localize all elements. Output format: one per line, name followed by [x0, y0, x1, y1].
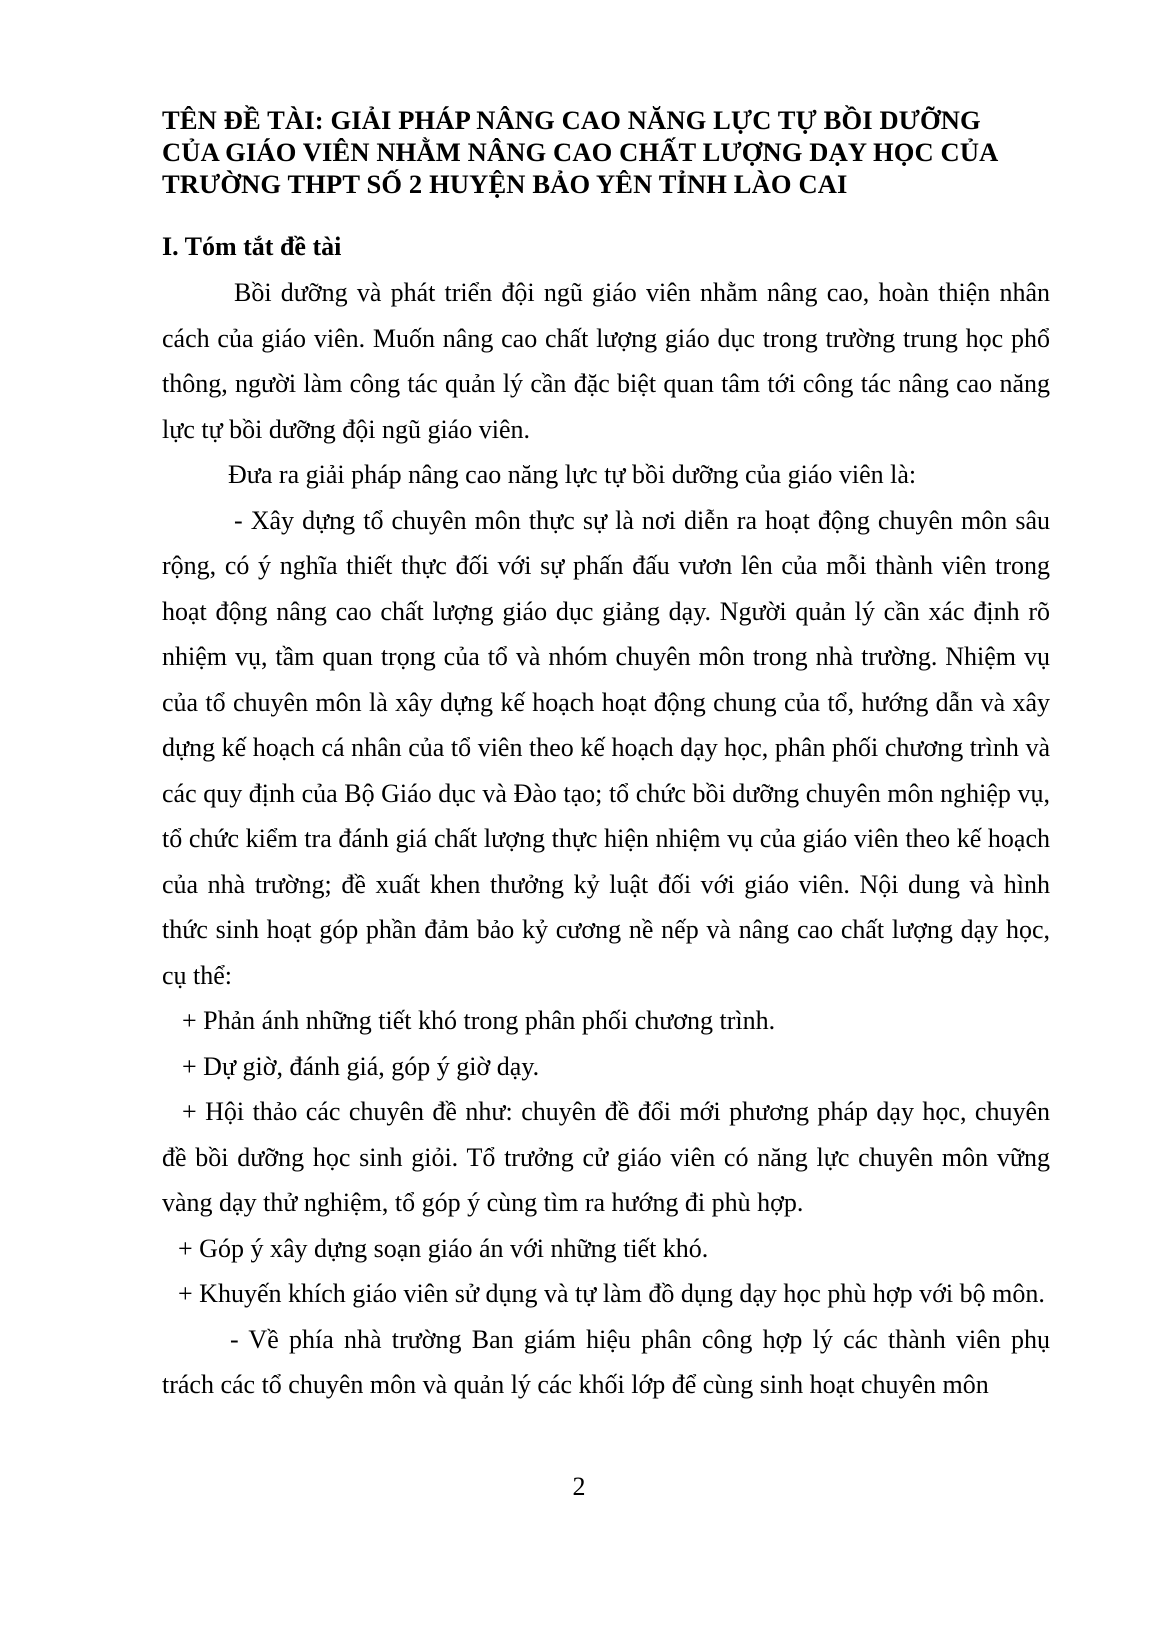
- title-line-1: TÊN ĐỀ TÀI: GIẢI PHÁP NÂNG CAO NĂNG LỰC TỰ BỒI DƯỠNG: [162, 105, 981, 135]
- title-line-3: TRƯỜNG THPT SỐ 2 HUYỆN BẢO YÊN TỈNH LÀO CAI: [162, 169, 848, 199]
- section-heading: I. Tóm tắt đề tài: [162, 232, 342, 261]
- paragraph-dash-specialist-group: - Xây dựng tổ chuyên môn thực sự là nơi diễn ra hoạt động chuyên môn sâu rộng, có ý nghĩa thiết thực đối với sự phấn đấu vươn lên của mỗi thành viên trong hoạt động nâng cao chất lượng giáo dục giảng dạy. Người quản lý cần xác định rõ nhiệm vụ, tầm quan trọng của tổ và nhóm chuyên môn trong nhà trường. Nhiệm vụ của tổ chuyên môn là xây dựng kế hoạch hoạt động chung của tổ, hướng dẫn và xây dựng kế hoạch cá nhân của tổ viên theo kế hoạch dạy học, phân phối chương trình và các quy định của Bộ Giáo dục và Đào tạo; tổ chức bồi dưỡng chuyên môn nghiệp vụ, tổ chức kiểm tra đánh giá chất lượng thực hiện nhiệm vụ của giáo viên theo kế hoạch của nhà trường; đề xuất khen thưởng kỷ luật đối với giáo viên. Nội dung và hình thức sinh hoạt góp phần đảm bảo kỷ cương nề nếp và nâng cao chất lượng dạy học, cụ thể:: [162, 505, 1050, 990]
- page-content: [162, 104, 1050, 1408]
- paragraph-solutions-intro: Đưa ra giải pháp nâng cao năng lực tự bồi dưỡng của giáo viên là:: [228, 460, 917, 489]
- list-item-class-observation: + Dự giờ, đánh giá, góp ý giờ dạy.: [182, 1051, 540, 1081]
- document-title: [162, 104, 1050, 200]
- list-item-teaching-aids: + Khuyến khích giáo viên sử dụng và tự làm đồ dụng dạy học phù hợp với bộ môn.: [178, 1279, 1045, 1308]
- title-line-2: CỦA GIÁO VIÊN NHẰM NÂNG CAO CHẤT LƯỢNG DẠY HỌC CỦA: [162, 137, 999, 167]
- paragraph-summary: Bồi dưỡng và phát triển đội ngũ giáo viên nhằm nâng cao, hoàn thiện nhân cách của giáo viên. Muốn nâng cao chất lượng giáo dục trong trường trung học phổ thông, người làm công tác quản lý cần đặc biệt quan tâm tới công tác nâng cao năng lực tự bồi dưỡng đội ngũ giáo viên.: [162, 278, 1050, 444]
- list-item-thematic-workshops: + Hội thảo các chuyên đề như: chuyên đề đổi mới phương pháp dạy học, chuyên đề bồi dưỡng học sinh giỏi. Tổ trưởng cử giáo viên có năng lực chuyên môn vững vàng dạy thử nghiệm, tổ góp ý cùng tìm ra hướng đi phù hợp.: [162, 1097, 1050, 1217]
- list-item-difficult-lessons: + Phản ánh những tiết khó trong phân phối chương trình.: [182, 1006, 776, 1035]
- list-item-lesson-plans: + Góp ý xây dựng soạn giáo án với những tiết khó.: [178, 1233, 709, 1263]
- page-number: 2: [572, 1472, 586, 1501]
- paragraph-dash-school-board: - Về phía nhà trường Ban giám hiệu phân công hợp lý các thành viên phụ trách các tổ chuyên môn và quản lý các khối lớp để cùng sinh hoạt chuyên môn: [162, 1324, 1050, 1399]
